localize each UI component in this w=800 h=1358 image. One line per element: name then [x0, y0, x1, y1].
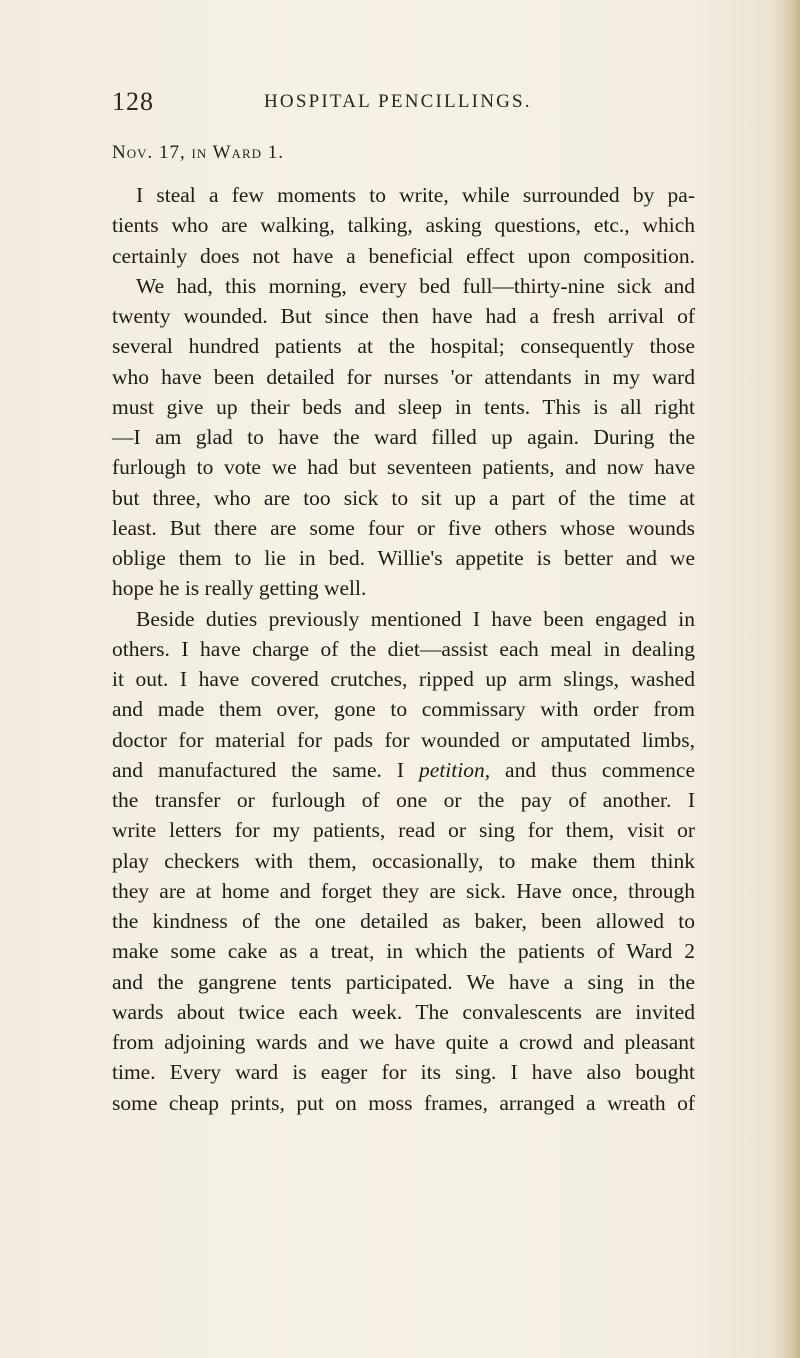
text-line: Beside duties previously mentioned I have been engaged in — [136, 606, 695, 631]
text-line: write letters for my patients, read or sing for them, visit or — [112, 818, 695, 843]
text-line: hope he is really getting well. — [112, 576, 367, 601]
text-line: make some cake as a treat, in which the patients of Ward 2 — [112, 939, 695, 964]
text-line: they are at home and forget they are sick. Have once, through — [112, 878, 695, 903]
text-line: We had, this morning, every bed full—thirty-nine sick and — [136, 273, 695, 298]
text-line: —I am glad to have the ward filled up again. During the — [112, 425, 695, 449]
text-line: from adjoining wards and we have quite a crowd and pleasant — [112, 1030, 695, 1054]
text-line: play checkers with them, occasionally, to make them think — [112, 848, 695, 873]
text-segment: and thus commence — [490, 757, 695, 782]
text-line: and made them over, gone to commissary with order from — [112, 697, 695, 722]
page-number: 128 — [112, 87, 154, 116]
italic-word: petition, — [419, 757, 491, 782]
body-text — [112, 180, 695, 1118]
text-line: certainly does not have a beneficial effect upon composition. — [112, 243, 695, 268]
text-segment: and manufactured the same. I — [112, 757, 420, 782]
entry-heading: Nov. 17, in Ward 1. — [112, 142, 285, 163]
text-line: others. I have charge of the diet—assist each meal in dealing — [112, 636, 695, 661]
page-edge-shadow — [782, 0, 800, 1358]
running-head — [112, 87, 692, 119]
text-line: it out. I have covered crutches, ripped up arm slings, washed — [112, 667, 695, 691]
text-line: some cheap prints, put on moss frames, arranged a wreath of — [112, 1090, 695, 1115]
text-line-with-italic — [112, 755, 695, 785]
text-line: I steal a few moments to write, while surrounded by pa- — [136, 183, 695, 207]
running-title: HOSPITAL PENCILLINGS. — [264, 91, 532, 112]
text-line: least. But there are some four or five others whose wounds — [112, 515, 695, 540]
text-line: must give up their beds and sleep in tents. This is all right — [112, 394, 695, 419]
text-line: the kindness of the one detailed as baker, been allowed to — [112, 909, 695, 933]
text-line: the transfer or furlough of one or the pay of another. I — [112, 788, 695, 812]
text-line: and the gangrene tents participated. We have a sing in the — [112, 969, 695, 994]
text-line: tients who are walking, talking, asking questions, etc., which — [112, 213, 695, 238]
text-line: doctor for material for pads for wounded or amputated limbs, — [112, 727, 695, 752]
text-line: wards about twice each week. The convalescents are invited — [112, 999, 695, 1024]
text-line: furlough to vote we had but seventeen patients, and now have — [112, 455, 695, 480]
text-line: but three, who are too sick to sit up a part of the time at — [112, 485, 695, 510]
text-line: who have been detailed for nurses 'or attendants in my ward — [112, 364, 695, 389]
text-line: time. Every ward is eager for its sing. I have also bought — [112, 1060, 695, 1085]
text-line: several hundred patients at the hospital; consequently those — [112, 334, 695, 359]
text-line: oblige them to lie in bed. Willie's appetite is better and we — [112, 546, 695, 570]
text-line: twenty wounded. But since then have had a fresh arrival of — [112, 304, 695, 328]
